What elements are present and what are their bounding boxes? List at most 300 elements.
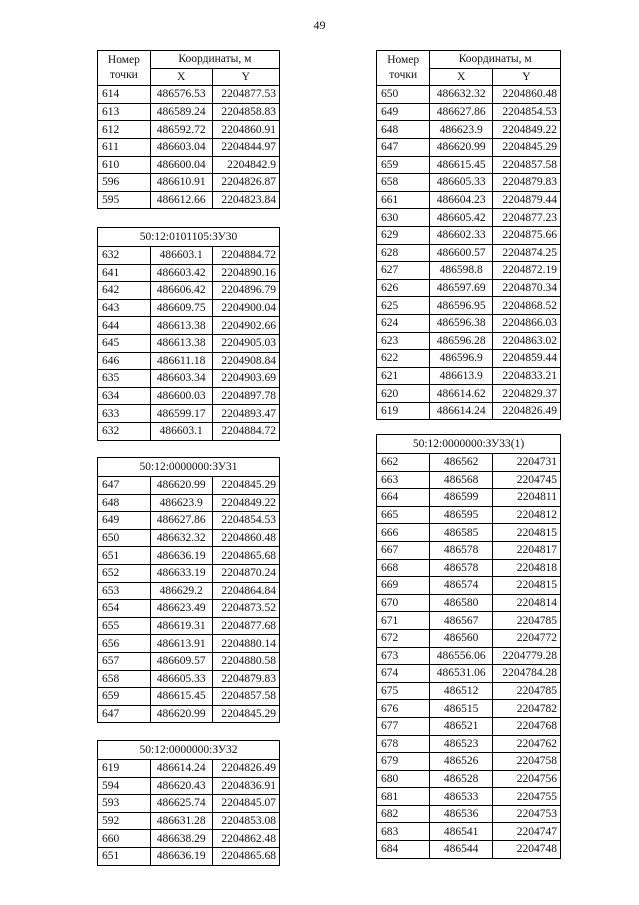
- y-coordinate-cell: 2204858.83: [212, 103, 279, 121]
- y-coordinate-cell: 2204872.19: [492, 262, 560, 280]
- x-coordinate-cell: 486620.99: [150, 477, 212, 495]
- point-number-cell: 682: [377, 805, 430, 823]
- table-row: [377, 788, 561, 806]
- table-row: [377, 577, 561, 595]
- y-coordinate-cell: 2204748: [492, 841, 560, 859]
- point-number-cell: 662: [377, 454, 430, 472]
- point-number-cell: 610: [98, 156, 151, 174]
- point-number-cell: 622: [377, 350, 430, 368]
- point-number-cell: 664: [377, 489, 430, 507]
- y-coordinate-cell: 2204815: [492, 577, 560, 595]
- table-row: [377, 156, 561, 174]
- table-row: [377, 770, 561, 788]
- y-coordinate-cell: 2204877.53: [212, 86, 279, 104]
- table-row: [377, 279, 561, 297]
- x-coordinate-cell: 486562: [430, 454, 493, 472]
- point-number-cell: 659: [377, 156, 430, 174]
- table-row: [377, 612, 561, 630]
- point-number-cell: 624: [377, 314, 430, 332]
- table-row: [98, 86, 280, 104]
- y-coordinate-cell: 2204785: [492, 682, 560, 700]
- y-coordinate-cell: 2204785: [492, 612, 560, 630]
- x-header: X: [150, 68, 212, 86]
- point-number-cell: 619: [377, 402, 430, 420]
- table-row: [377, 86, 561, 104]
- table-row: [98, 334, 280, 352]
- table-row: [377, 367, 561, 385]
- table-row: [377, 297, 561, 315]
- point-number-cell: 635: [98, 370, 151, 388]
- x-coordinate-cell: 486636.19: [150, 547, 212, 565]
- x-coordinate-cell: 486536: [430, 805, 493, 823]
- table-row: [98, 422, 280, 440]
- point-number-cell: 659: [98, 688, 151, 706]
- point-number-cell: 652: [98, 564, 151, 582]
- y-coordinate-cell: 2204829.37: [492, 385, 560, 403]
- x-coordinate-cell: 486596.28: [430, 332, 493, 350]
- y-coordinate-cell: 2204826.87: [212, 174, 279, 192]
- y-coordinate-cell: 2204853.08: [212, 812, 279, 830]
- y-coordinate-cell: 2204873.52: [212, 600, 279, 618]
- y-coordinate-cell: 2204879.83: [492, 174, 560, 192]
- point-number-cell: 645: [98, 334, 151, 352]
- table-row: [98, 264, 280, 282]
- point-number-cell: 626: [377, 279, 430, 297]
- y-coordinate-cell: 2204779.28: [492, 647, 560, 665]
- y-coordinate-cell: 2204870.24: [212, 564, 279, 582]
- table-row: [98, 405, 280, 423]
- x-coordinate-cell: 486620.43: [150, 777, 212, 795]
- y-coordinate-cell: 2204772: [492, 629, 560, 647]
- x-coordinate-cell: 486596.9: [430, 350, 493, 368]
- point-number-cell: 679: [377, 753, 430, 771]
- x-coordinate-cell: 486602.33: [430, 226, 493, 244]
- table-row: [98, 670, 280, 688]
- point-number-cell: 671: [377, 612, 430, 630]
- y-coordinate-cell: 2204860.48: [492, 86, 560, 104]
- y-coordinate-cell: 2204880.14: [212, 635, 279, 653]
- point-number-cell: 646: [98, 352, 151, 370]
- table-row: [98, 635, 280, 653]
- table-row: [98, 121, 280, 139]
- x-coordinate-cell: 486627.86: [430, 103, 493, 121]
- x-coordinate-cell: 486632.32: [430, 86, 493, 104]
- x-coordinate-cell: 486613.91: [150, 635, 212, 653]
- x-coordinate-cell: 486531.06: [430, 665, 493, 683]
- y-coordinate-cell: 2204868.52: [492, 297, 560, 315]
- point-number-cell: 642: [98, 282, 151, 300]
- table-row: [98, 370, 280, 388]
- y-coordinate-cell: 2204903.69: [212, 370, 279, 388]
- x-coordinate-cell: 486596.38: [430, 314, 493, 332]
- table-row: [98, 600, 280, 618]
- y-coordinate-cell: 2204905.03: [212, 334, 279, 352]
- y-coordinate-cell: 2204756: [492, 770, 560, 788]
- x-coordinate-cell: 486604.23: [430, 191, 493, 209]
- x-coordinate-cell: 486526: [430, 753, 493, 771]
- y-coordinate-cell: 2204815: [492, 524, 560, 542]
- coordinates-header: Координаты, м: [150, 51, 279, 69]
- point-number-cell: 654: [98, 600, 151, 618]
- point-number-cell: 658: [98, 670, 151, 688]
- x-coordinate-cell: 486629.2: [150, 582, 212, 600]
- point-number-cell: 621: [377, 367, 430, 385]
- y-coordinate-cell: 2204874.25: [492, 244, 560, 262]
- x-coordinate-cell: 486599.17: [150, 405, 212, 423]
- point-number-cell: 651: [98, 847, 151, 865]
- point-number-cell: 683: [377, 823, 430, 841]
- table-row: [377, 489, 561, 507]
- coordinates-table-right-top: [376, 50, 561, 420]
- point-number-cell: 663: [377, 471, 430, 489]
- point-number-cell: 596: [98, 174, 151, 192]
- table-row: [377, 262, 561, 280]
- point-number-cell: 672: [377, 629, 430, 647]
- x-coordinate-cell: 486615.45: [150, 688, 212, 706]
- y-coordinate-cell: 2204818: [492, 559, 560, 577]
- coordinates-header: Координаты, м: [430, 51, 561, 69]
- point-number-cell: 649: [377, 103, 430, 121]
- y-coordinate-cell: 2204762: [492, 735, 560, 753]
- point-number-cell: 678: [377, 735, 430, 753]
- x-coordinate-cell: 486636.19: [150, 847, 212, 865]
- x-coordinate-cell: 486600.57: [430, 244, 493, 262]
- table-row: [98, 299, 280, 317]
- y-coordinate-cell: 2204833.21: [492, 367, 560, 385]
- x-coordinate-cell: 486627.86: [150, 512, 212, 530]
- point-number-cell: 650: [377, 86, 430, 104]
- y-header: Y: [212, 68, 279, 86]
- y-coordinate-cell: 2204865.68: [212, 547, 279, 565]
- table-row: [98, 247, 280, 265]
- point-number-cell: 592: [98, 812, 151, 830]
- point-number-cell: 665: [377, 506, 430, 524]
- x-coordinate-cell: 486606.42: [150, 282, 212, 300]
- y-coordinate-cell: 2204863.02: [492, 332, 560, 350]
- table-row: [98, 138, 280, 156]
- x-coordinate-cell: 486609.75: [150, 299, 212, 317]
- table-row: [377, 209, 561, 227]
- plot-title: 50:12:0000000:ЗУ32: [98, 741, 280, 760]
- x-coordinate-cell: 486638.29: [150, 830, 212, 848]
- x-coordinate-cell: 486556.06: [430, 647, 493, 665]
- table-row: [98, 847, 280, 865]
- table-row: [98, 512, 280, 530]
- point-number-cell: 656: [98, 635, 151, 653]
- x-coordinate-cell: 486592.72: [150, 121, 212, 139]
- table-row: [377, 735, 561, 753]
- y-coordinate-cell: 2204877.23: [492, 209, 560, 227]
- x-coordinate-cell: 486574: [430, 577, 493, 595]
- table-row: [377, 385, 561, 403]
- y-coordinate-cell: 2204884.72: [212, 422, 279, 440]
- table-row: [377, 700, 561, 718]
- x-coordinate-cell: 486603.34: [150, 370, 212, 388]
- table-row: [98, 387, 280, 405]
- x-coordinate-cell: 486605.42: [430, 209, 493, 227]
- x-coordinate-cell: 486541: [430, 823, 493, 841]
- point-number-cell: 619: [98, 760, 151, 778]
- page-number: 49: [313, 18, 326, 32]
- y-coordinate-cell: 2204812: [492, 506, 560, 524]
- x-coordinate-cell: 486619.31: [150, 617, 212, 635]
- y-coordinate-cell: 2204879.44: [492, 191, 560, 209]
- table-row: [98, 705, 280, 723]
- x-coordinate-cell: 486605.33: [150, 670, 212, 688]
- point-number-cell: 677: [377, 717, 430, 735]
- x-coordinate-cell: 486589.24: [150, 103, 212, 121]
- y-coordinate-cell: 2204836.91: [212, 777, 279, 795]
- x-coordinate-cell: 486623.9: [150, 494, 212, 512]
- point-number-cell: 632: [98, 247, 151, 265]
- x-coordinate-cell: 486578: [430, 559, 493, 577]
- x-coordinate-cell: 486568: [430, 471, 493, 489]
- point-number-cell: 633: [98, 405, 151, 423]
- x-coordinate-cell: 486533: [430, 788, 493, 806]
- point-number-cell: 661: [377, 191, 430, 209]
- point-number-cell: 668: [377, 559, 430, 577]
- x-coordinate-cell: 486600.04: [150, 156, 212, 174]
- point-number-cell: 625: [377, 297, 430, 315]
- plot-table-zu32: [97, 740, 280, 866]
- y-coordinate-cell: 2204870.34: [492, 279, 560, 297]
- table-row: [377, 805, 561, 823]
- table-row: [377, 753, 561, 771]
- table-row: [377, 226, 561, 244]
- x-coordinate-cell: 486615.45: [430, 156, 493, 174]
- table-row: [98, 494, 280, 512]
- x-coordinate-cell: 486614.62: [430, 385, 493, 403]
- table-row: [98, 830, 280, 848]
- plot-title: 50:12:0000000:ЗУ31: [98, 458, 280, 477]
- plot-title: 50:12:0000000:ЗУ33(1): [377, 435, 561, 454]
- point-number-cell: 653: [98, 582, 151, 600]
- point-number-cell: 655: [98, 617, 151, 635]
- x-coordinate-cell: 486623.9: [430, 121, 493, 139]
- x-coordinate-cell: 486625.74: [150, 795, 212, 813]
- x-coordinate-cell: 486576.53: [150, 86, 212, 104]
- point-number-cell: 651: [98, 547, 151, 565]
- table-row: [377, 629, 561, 647]
- y-coordinate-cell: 2204890.16: [212, 264, 279, 282]
- point-number-cell: 643: [98, 299, 151, 317]
- x-coordinate-cell: 486596.95: [430, 297, 493, 315]
- x-coordinate-cell: 486599: [430, 489, 493, 507]
- table-row: [377, 594, 561, 612]
- y-coordinate-cell: 2204896.79: [212, 282, 279, 300]
- point-number-cell: 627: [377, 262, 430, 280]
- x-coordinate-cell: 486603.42: [150, 264, 212, 282]
- table-row: [377, 174, 561, 192]
- table-row: [98, 760, 280, 778]
- y-coordinate-cell: 2204782: [492, 700, 560, 718]
- table-row: [98, 282, 280, 300]
- y-coordinate-cell: 2204747: [492, 823, 560, 841]
- point-number-cell: 673: [377, 647, 430, 665]
- point-number-cell: 681: [377, 788, 430, 806]
- y-coordinate-cell: 2204826.49: [212, 760, 279, 778]
- table-row: [377, 121, 561, 139]
- plot-table-zu33: [376, 434, 561, 859]
- table-row: [98, 617, 280, 635]
- table-row: [98, 547, 280, 565]
- point-number-cell: 644: [98, 317, 151, 335]
- plot-table-zu30: [97, 227, 280, 441]
- point-number-cell: 657: [98, 652, 151, 670]
- point-number-cell: 629: [377, 226, 430, 244]
- point-number-cell: 674: [377, 665, 430, 683]
- x-coordinate-cell: 486578: [430, 541, 493, 559]
- y-coordinate-cell: 2204854.53: [492, 103, 560, 121]
- point-number-header: Номер точки: [377, 51, 430, 86]
- y-coordinate-cell: 2204755: [492, 788, 560, 806]
- x-coordinate-cell: 486523: [430, 735, 493, 753]
- x-coordinate-cell: 486528: [430, 770, 493, 788]
- point-number-cell: 658: [377, 174, 430, 192]
- plot-title: 50:12:0101105:ЗУ30: [98, 228, 280, 247]
- table-row: [377, 138, 561, 156]
- point-number-cell: 630: [377, 209, 430, 227]
- y-coordinate-cell: 2204857.58: [492, 156, 560, 174]
- point-number-cell: 641: [98, 264, 151, 282]
- x-coordinate-cell: 486612.66: [150, 191, 212, 209]
- y-coordinate-cell: 2204817: [492, 541, 560, 559]
- y-coordinate-cell: 2204768: [492, 717, 560, 735]
- y-coordinate-cell: 2204753: [492, 805, 560, 823]
- point-number-cell: 670: [377, 594, 430, 612]
- y-coordinate-cell: 2204897.78: [212, 387, 279, 405]
- table-row: [377, 841, 561, 859]
- table-row: [377, 682, 561, 700]
- point-number-cell: 634: [98, 387, 151, 405]
- y-coordinate-cell: 2204849.22: [212, 494, 279, 512]
- point-number-cell: 667: [377, 541, 430, 559]
- table-row: [377, 332, 561, 350]
- point-number-cell: 628: [377, 244, 430, 262]
- x-coordinate-cell: 486580: [430, 594, 493, 612]
- table-row: [377, 717, 561, 735]
- x-coordinate-cell: 486597.69: [430, 279, 493, 297]
- y-coordinate-cell: 2204884.72: [212, 247, 279, 265]
- point-number-cell: 648: [98, 494, 151, 512]
- x-coordinate-cell: 486613.38: [150, 317, 212, 335]
- y-coordinate-cell: 2204865.68: [212, 847, 279, 865]
- y-coordinate-cell: 2204844.97: [212, 138, 279, 156]
- x-coordinate-cell: 486609.57: [150, 652, 212, 670]
- x-header: X: [430, 68, 493, 86]
- x-coordinate-cell: 486614.24: [430, 402, 493, 420]
- x-coordinate-cell: 486620.99: [430, 138, 493, 156]
- x-coordinate-cell: 486598.8: [430, 262, 493, 280]
- y-coordinate-cell: 2204854.53: [212, 512, 279, 530]
- y-coordinate-cell: 2204845.29: [212, 705, 279, 723]
- y-coordinate-cell: 2204880.58: [212, 652, 279, 670]
- point-number-cell: 647: [98, 477, 151, 495]
- x-coordinate-cell: 486620.99: [150, 705, 212, 723]
- table-row: [377, 506, 561, 524]
- x-coordinate-cell: 486512: [430, 682, 493, 700]
- table-row: [98, 564, 280, 582]
- x-coordinate-cell: 486631.28: [150, 812, 212, 830]
- table-row: [377, 541, 561, 559]
- x-coordinate-cell: 486560: [430, 629, 493, 647]
- x-coordinate-cell: 486613.9: [430, 367, 493, 385]
- x-coordinate-cell: 486515: [430, 700, 493, 718]
- table-row: [98, 317, 280, 335]
- point-number-cell: 612: [98, 121, 151, 139]
- x-coordinate-cell: 486603.1: [150, 422, 212, 440]
- y-coordinate-cell: 2204875.66: [492, 226, 560, 244]
- x-coordinate-cell: 486544: [430, 841, 493, 859]
- y-coordinate-cell: 2204857.58: [212, 688, 279, 706]
- point-number-cell: 623: [377, 332, 430, 350]
- point-number-cell: 595: [98, 191, 151, 209]
- table-row: [377, 665, 561, 683]
- table-row: [98, 477, 280, 495]
- point-number-cell: 648: [377, 121, 430, 139]
- table-row: [98, 652, 280, 670]
- y-coordinate-cell: 2204908.84: [212, 352, 279, 370]
- y-coordinate-cell: 2204849.22: [492, 121, 560, 139]
- x-coordinate-cell: 486603.1: [150, 247, 212, 265]
- y-coordinate-cell: 2204784.28: [492, 665, 560, 683]
- table-row: [98, 582, 280, 600]
- x-coordinate-cell: 486613.38: [150, 334, 212, 352]
- table-row: [377, 454, 561, 472]
- point-number-cell: 649: [98, 512, 151, 530]
- y-coordinate-cell: 2204845.29: [212, 477, 279, 495]
- x-coordinate-cell: 486521: [430, 717, 493, 735]
- x-coordinate-cell: 486605.33: [430, 174, 493, 192]
- table-row: [98, 777, 280, 795]
- table-row: [98, 795, 280, 813]
- y-coordinate-cell: 2204902.66: [212, 317, 279, 335]
- y-coordinate-cell: 2204900.04: [212, 299, 279, 317]
- x-coordinate-cell: 486633.19: [150, 564, 212, 582]
- point-number-cell: 594: [98, 777, 151, 795]
- x-coordinate-cell: 486600.03: [150, 387, 212, 405]
- x-coordinate-cell: 486610.91: [150, 174, 212, 192]
- point-number-cell: 647: [377, 138, 430, 156]
- point-number-cell: 660: [98, 830, 151, 848]
- table-row: [98, 191, 280, 209]
- table-row: [377, 471, 561, 489]
- point-number-cell: 632: [98, 422, 151, 440]
- y-coordinate-cell: 2204860.48: [212, 529, 279, 547]
- table-row: [98, 688, 280, 706]
- table-row: [377, 524, 561, 542]
- y-coordinate-cell: 2204758: [492, 753, 560, 771]
- y-coordinate-cell: 2204877.68: [212, 617, 279, 635]
- x-coordinate-cell: 486585: [430, 524, 493, 542]
- x-coordinate-cell: 486623.49: [150, 600, 212, 618]
- table-row: [377, 647, 561, 665]
- y-coordinate-cell: 2204860.91: [212, 121, 279, 139]
- y-coordinate-cell: 2204814: [492, 594, 560, 612]
- point-number-cell: 669: [377, 577, 430, 595]
- point-number-cell: 680: [377, 770, 430, 788]
- coordinates-table-left-top: [97, 50, 280, 209]
- y-coordinate-cell: 2204862.48: [212, 830, 279, 848]
- x-coordinate-cell: 486595: [430, 506, 493, 524]
- point-number-cell: 666: [377, 524, 430, 542]
- point-number-cell: 620: [377, 385, 430, 403]
- point-number-cell: 614: [98, 86, 151, 104]
- table-row: [377, 402, 561, 420]
- y-coordinate-cell: 2204745: [492, 471, 560, 489]
- table-row: [377, 191, 561, 209]
- table-row: [377, 244, 561, 262]
